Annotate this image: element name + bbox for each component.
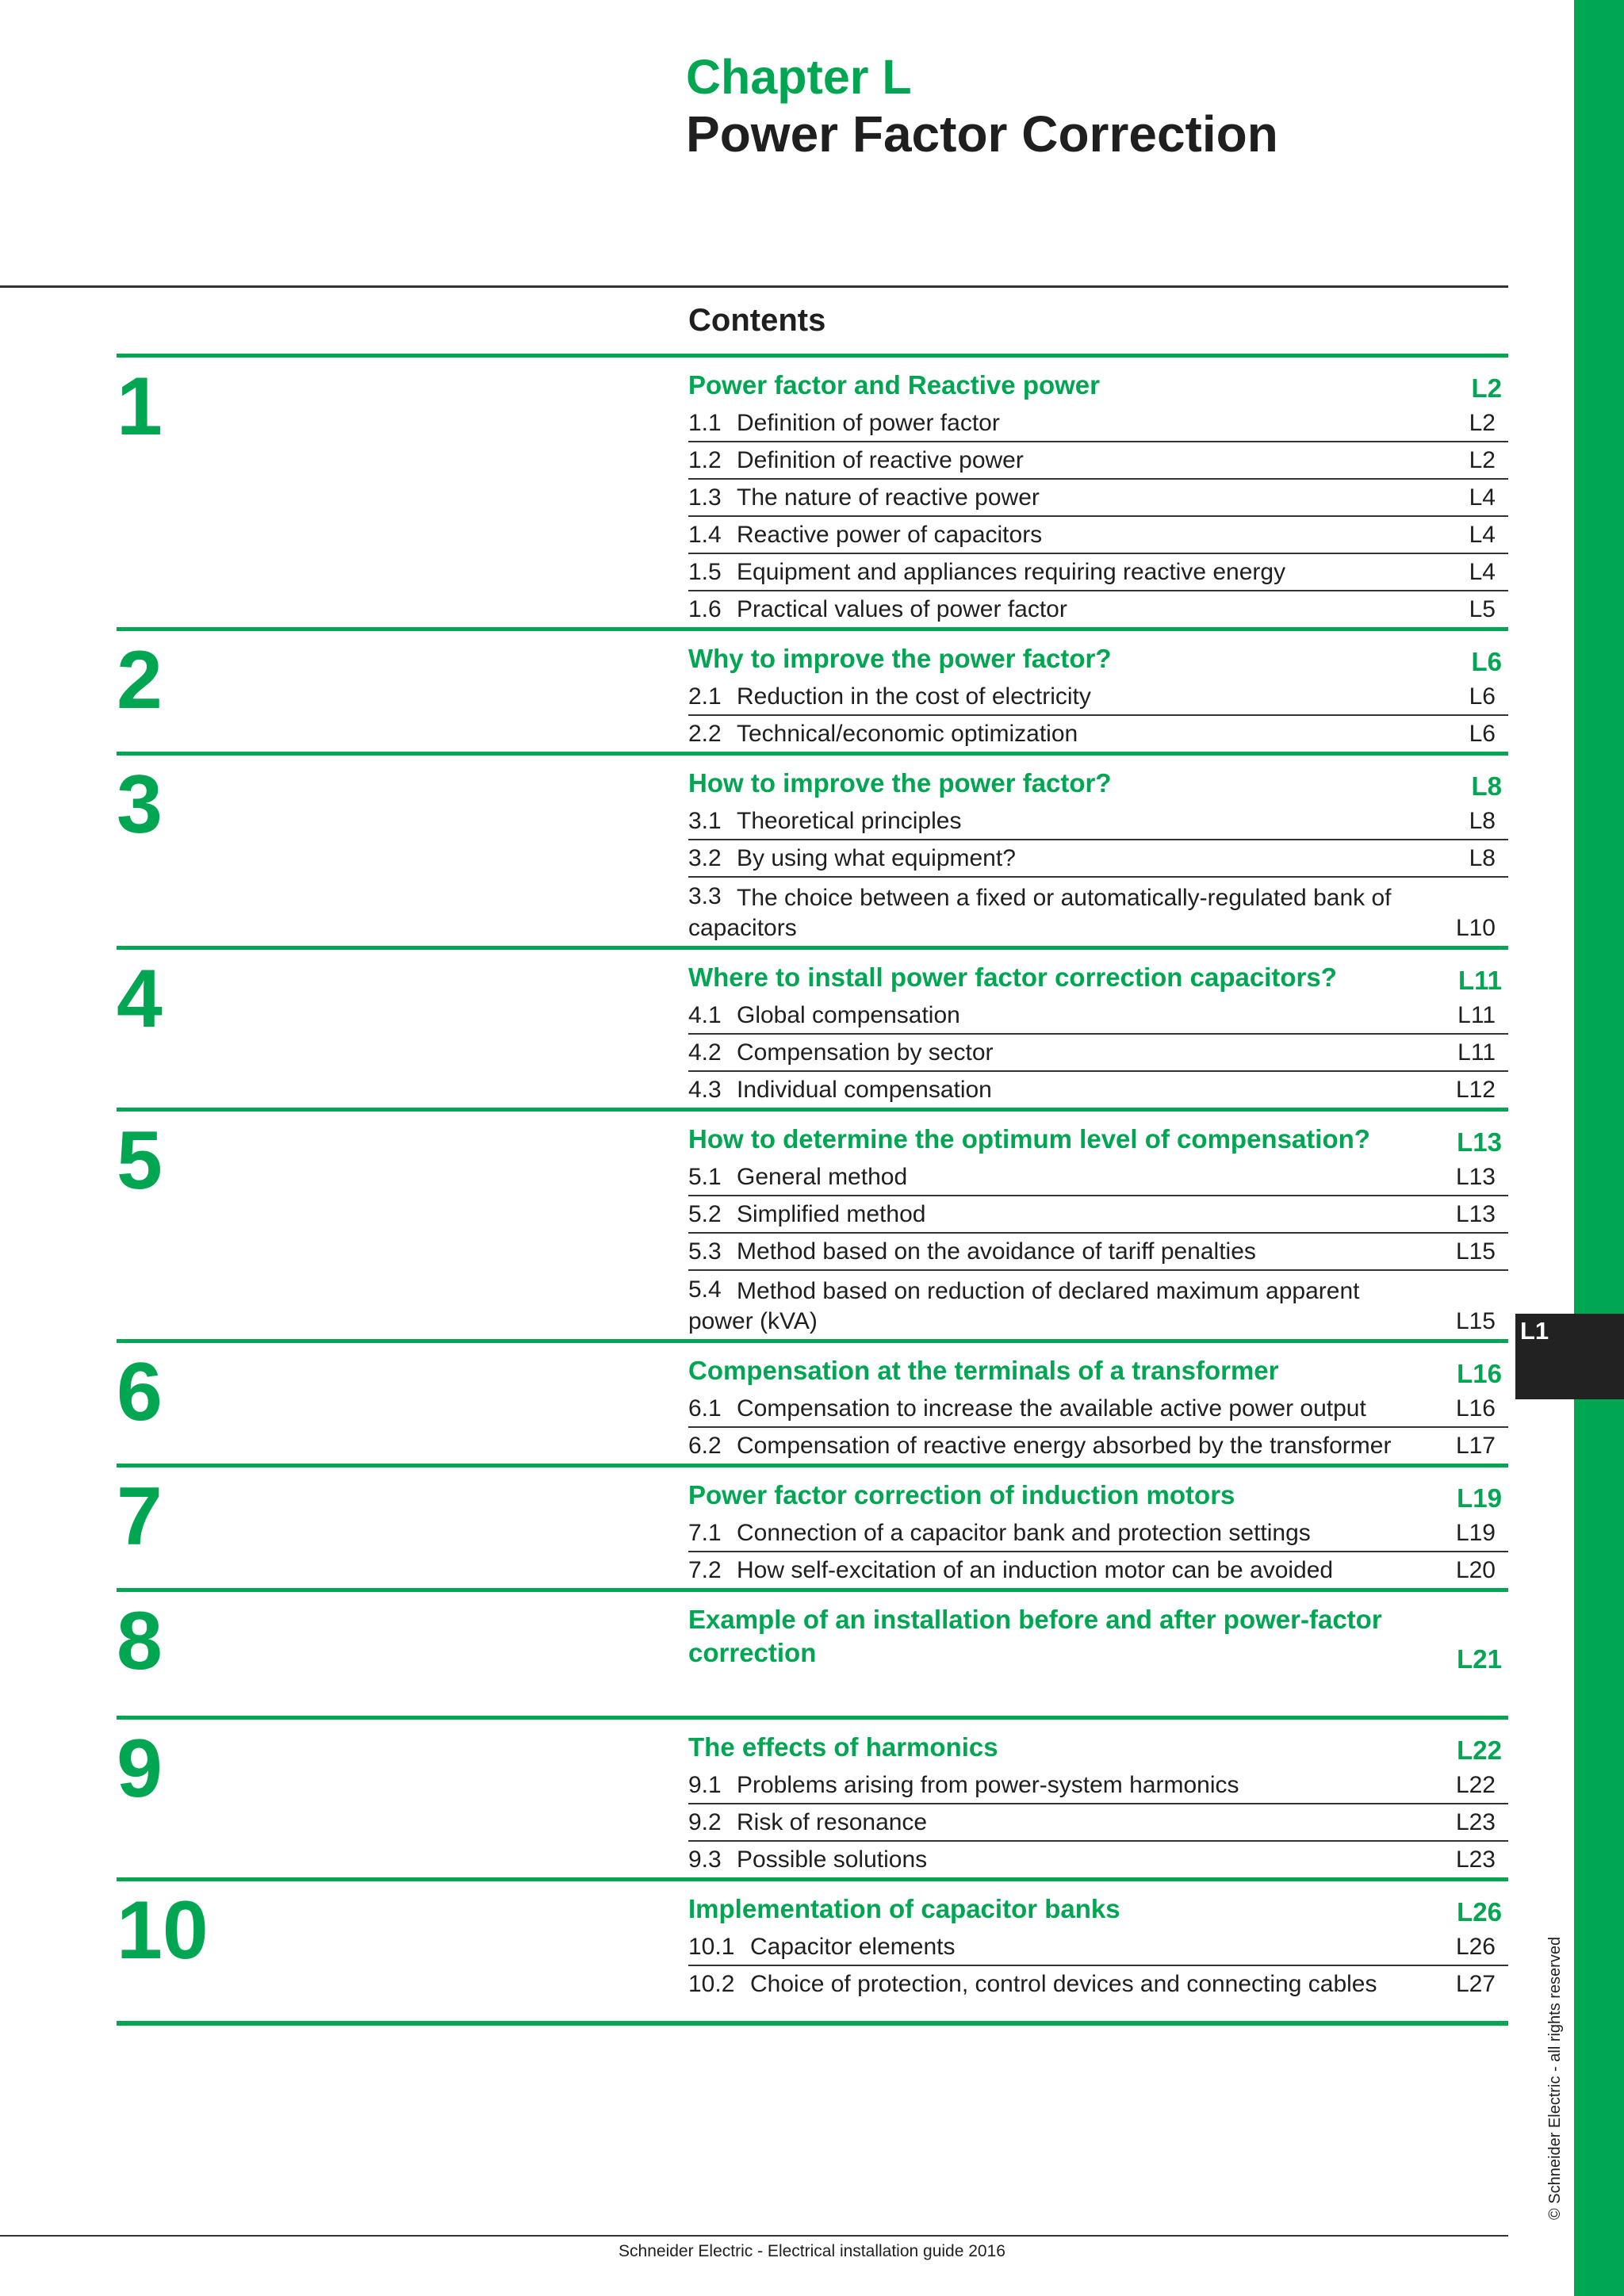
section-page: L13 <box>1457 1127 1502 1157</box>
toc-section-7 <box>117 1464 1508 1588</box>
toc-entry[interactable] <box>688 480 1508 517</box>
entry-page: L6 <box>1469 721 1496 747</box>
toc-entry[interactable] <box>688 591 1508 627</box>
entry-page: L11 <box>1457 1002 1496 1028</box>
toc-entry[interactable] <box>688 878 1508 946</box>
section-heading[interactable] <box>688 1603 1508 1676</box>
entry-number: 5.2 <box>688 1201 722 1227</box>
toc-entry[interactable] <box>688 1515 1508 1552</box>
entry-number: 9.2 <box>688 1809 722 1835</box>
entry-page: L19 <box>1455 1520 1496 1546</box>
entry-title: Equipment and appliances requiring reactive energy <box>737 559 1286 585</box>
section-number: 8 <box>117 1595 163 1687</box>
entry-page: L15 <box>1455 1238 1496 1265</box>
entry-title: Possible solutions <box>737 1846 928 1873</box>
section-page: L2 <box>1471 373 1502 403</box>
entry-title: Global compensation <box>737 1002 960 1028</box>
entry-page: L5 <box>1469 596 1496 622</box>
contents-heading: Contents <box>688 303 826 338</box>
entry-number: 5.4 <box>688 1276 722 1303</box>
section-body <box>688 1731 1508 1877</box>
entry-number: 7.2 <box>688 1557 722 1583</box>
toc-section-2 <box>117 627 1508 752</box>
section-title: Where to install power factor correction capacitors? <box>688 962 1337 992</box>
entry-number: 1.2 <box>688 447 722 473</box>
entry-page: L8 <box>1469 845 1496 871</box>
entry-title: Definition of reactive power <box>737 447 1024 473</box>
entry-page: L4 <box>1469 559 1496 585</box>
section-heading[interactable] <box>688 1892 1508 1929</box>
entry-title: Practical values of power factor <box>737 596 1067 622</box>
section-title: The effects of harmonics <box>688 1732 998 1762</box>
toc-section-5 <box>117 1108 1508 1339</box>
entry-page: L17 <box>1455 1433 1496 1459</box>
entry-number: 3.2 <box>688 845 722 871</box>
section-heading[interactable] <box>688 1123 1508 1159</box>
entry-title: Simplified method <box>737 1201 926 1227</box>
entry-page: L23 <box>1455 1846 1496 1873</box>
section-number: 7 <box>117 1471 163 1563</box>
entry-title: Method based on reduction of declared maximum apparent power (kVA) <box>688 1278 1360 1334</box>
entry-title: Reactive power of capacitors <box>737 522 1043 548</box>
section-body <box>688 1479 1508 1588</box>
green-side-bar <box>1574 0 1624 2296</box>
entry-number: 1.6 <box>688 596 722 622</box>
entry-title: General method <box>737 1164 908 1190</box>
entry-page: L4 <box>1469 522 1496 548</box>
section-page: L22 <box>1457 1735 1502 1765</box>
entry-number: 7.1 <box>688 1520 722 1546</box>
section-page: L11 <box>1457 966 1502 995</box>
section-title: Implementation of capacitor banks <box>688 1894 1120 1923</box>
entry-title: Choice of protection, control devices and connecting cables <box>750 1971 1377 1997</box>
toc-entry[interactable] <box>688 1072 1508 1108</box>
section-title: Compensation at the terminals of a transformer <box>688 1356 1279 1385</box>
section-title: How to determine the optimum level of compensation? <box>688 1124 1370 1154</box>
toc-entry[interactable] <box>688 1035 1508 1072</box>
toc-entry[interactable] <box>688 442 1508 480</box>
section-heading[interactable] <box>688 1731 1508 1767</box>
section-page: L8 <box>1471 771 1502 801</box>
entry-title: Theoretical principles <box>737 808 962 834</box>
chapter-label: Chapter L <box>686 50 912 104</box>
entry-page: L22 <box>1455 1772 1496 1798</box>
entry-number: 5.1 <box>688 1164 722 1190</box>
section-title: How to improve the power factor? <box>688 768 1112 798</box>
section-page: L6 <box>1471 647 1502 676</box>
toc-entry[interactable] <box>688 1767 1508 1804</box>
toc-entry[interactable] <box>688 840 1508 878</box>
toc-entry[interactable] <box>688 405 1508 442</box>
entry-title: Risk of resonance <box>737 1809 928 1835</box>
entry-number: 2.1 <box>688 683 722 710</box>
page-number: L1 <box>1520 1317 1549 1345</box>
toc-section-9 <box>117 1716 1508 1877</box>
entry-page: L26 <box>1455 1934 1496 1960</box>
entry-title: Compensation by sector <box>737 1039 994 1066</box>
entry-number: 4.2 <box>688 1039 722 1066</box>
entry-page: L12 <box>1455 1077 1496 1103</box>
entry-number: 1.1 <box>688 410 722 436</box>
section-number: 10 <box>117 1885 209 1976</box>
entry-page: L13 <box>1455 1164 1496 1190</box>
copyright-notice: © Schneider Electric - all rights reserved <box>1546 1936 1564 2220</box>
entry-page: L6 <box>1469 683 1496 710</box>
section-title: Power factor correction of induction motors <box>688 1480 1235 1510</box>
entry-title: Technical/economic optimization <box>737 721 1078 747</box>
toc-entry[interactable] <box>688 1966 1508 2002</box>
entry-title: The choice between a fixed or automatically-regulated bank of capacitors <box>688 885 1392 941</box>
section-page: L16 <box>1457 1359 1502 1388</box>
toc-section-6 <box>117 1339 1508 1464</box>
entry-title: Compensation of reactive energy absorbed by the transformer <box>737 1433 1392 1459</box>
toc-entry[interactable] <box>688 1234 1508 1271</box>
section-body <box>688 1123 1508 1339</box>
entry-number: 3.3 <box>688 883 722 909</box>
entry-number: 10.2 <box>688 1971 735 1997</box>
top-divider <box>0 285 1508 288</box>
section-body <box>688 1892 1508 2002</box>
entry-title: How self-excitation of an induction motor can be avoided <box>737 1557 1334 1583</box>
toc-entry[interactable] <box>688 803 1508 840</box>
footer-divider <box>0 2235 1508 2237</box>
section-heading[interactable] <box>688 1479 1508 1515</box>
section-heading[interactable] <box>688 767 1508 803</box>
toc-section-8 <box>117 1588 1508 1687</box>
toc-entry[interactable] <box>688 1271 1508 1339</box>
entry-page: L16 <box>1455 1395 1496 1422</box>
entry-page: L11 <box>1457 1039 1496 1066</box>
entry-number: 10.1 <box>688 1934 735 1960</box>
section-title: Power factor and Reactive power <box>688 370 1100 400</box>
toc-section-4 <box>117 946 1508 1108</box>
entry-title: Problems arising from power-system harmonics <box>737 1772 1239 1798</box>
section-page: L26 <box>1457 1897 1502 1927</box>
entry-number: 4.3 <box>688 1077 722 1103</box>
entry-number: 1.5 <box>688 559 722 585</box>
entry-number: 9.3 <box>688 1846 722 1873</box>
section-body <box>688 642 1508 752</box>
entry-number: 4.1 <box>688 1002 722 1028</box>
section-heading[interactable] <box>688 961 1508 997</box>
section-heading[interactable] <box>688 642 1508 679</box>
toc-entry[interactable] <box>688 554 1508 591</box>
toc-entry[interactable] <box>688 1428 1508 1464</box>
section-body <box>688 1603 1508 1676</box>
entry-title: Reduction in the cost of electricity <box>737 683 1091 710</box>
toc-entry[interactable] <box>688 997 1508 1035</box>
toc-entry[interactable] <box>688 679 1508 716</box>
section-number: 4 <box>117 953 163 1045</box>
entry-page: L2 <box>1469 410 1496 436</box>
entry-title: Compensation to increase the available active power output <box>737 1395 1366 1422</box>
entry-page: L2 <box>1469 447 1496 473</box>
toc-entry[interactable] <box>688 1159 1508 1196</box>
page-number-tab <box>1515 1314 1624 1399</box>
entry-number: 1.4 <box>688 522 722 548</box>
entry-title: Definition of power factor <box>737 410 1000 436</box>
section-title: Example of an installation before and after power-factor correction <box>688 1605 1382 1667</box>
entry-title: Capacitor elements <box>750 1934 956 1960</box>
toc-entry[interactable] <box>688 1804 1508 1842</box>
entry-page: L15 <box>1455 1308 1496 1334</box>
entry-title: By using what equipment? <box>737 845 1016 871</box>
toc-entry[interactable] <box>688 517 1508 554</box>
toc-section-1 <box>117 354 1508 627</box>
section-number: 6 <box>117 1346 163 1438</box>
entry-number: 9.1 <box>688 1772 722 1798</box>
footer-text: Schneider Electric - Electrical installation guide 2016 <box>619 2242 1005 2260</box>
entry-number: 1.3 <box>688 484 722 511</box>
entry-number: 6.1 <box>688 1395 722 1422</box>
section-number: 9 <box>117 1723 163 1815</box>
section-number: 5 <box>117 1115 163 1207</box>
section-number: 1 <box>117 361 163 453</box>
entry-title: Individual compensation <box>737 1077 992 1103</box>
entry-number: 5.3 <box>688 1238 722 1265</box>
entry-number: 6.2 <box>688 1433 722 1459</box>
toc-entry[interactable] <box>688 1552 1508 1588</box>
toc-entry[interactable] <box>688 716 1508 752</box>
entry-page: L20 <box>1455 1557 1496 1583</box>
section-page: L21 <box>1457 1644 1502 1674</box>
toc-entry[interactable] <box>688 1842 1508 1877</box>
section-heading[interactable] <box>688 1354 1508 1391</box>
entry-title: Connection of a capacitor bank and protection settings <box>737 1520 1311 1546</box>
section-number: 2 <box>117 634 163 726</box>
toc-section-3 <box>117 752 1508 946</box>
entry-page: L13 <box>1455 1201 1496 1227</box>
entry-page: L4 <box>1469 484 1496 511</box>
table-of-contents <box>117 354 1508 2026</box>
section-body <box>688 767 1508 946</box>
section-body <box>688 961 1508 1108</box>
entry-title: Method based on the avoidance of tariff penalties <box>737 1238 1256 1265</box>
toc-section-10 <box>117 1877 1508 2002</box>
section-body <box>688 1354 1508 1464</box>
toc-entry[interactable] <box>688 1196 1508 1234</box>
entry-page: L8 <box>1469 808 1496 834</box>
entry-page: L10 <box>1455 915 1496 941</box>
toc-entry[interactable] <box>688 1391 1508 1428</box>
toc-bottom-rule <box>117 2021 1508 2026</box>
entry-title: The nature of reactive power <box>737 484 1040 511</box>
toc-entry[interactable] <box>688 1929 1508 1966</box>
entry-page: L27 <box>1455 1971 1496 1997</box>
section-heading[interactable] <box>688 369 1508 405</box>
section-page: L19 <box>1457 1483 1502 1513</box>
entry-number: 3.1 <box>688 808 722 834</box>
chapter-title: Power Factor Correction <box>686 105 1278 163</box>
section-number: 3 <box>117 759 163 851</box>
section-title: Why to improve the power factor? <box>688 644 1112 673</box>
section-body <box>688 369 1508 627</box>
entry-page: L23 <box>1455 1809 1496 1835</box>
entry-number: 2.2 <box>688 721 722 747</box>
